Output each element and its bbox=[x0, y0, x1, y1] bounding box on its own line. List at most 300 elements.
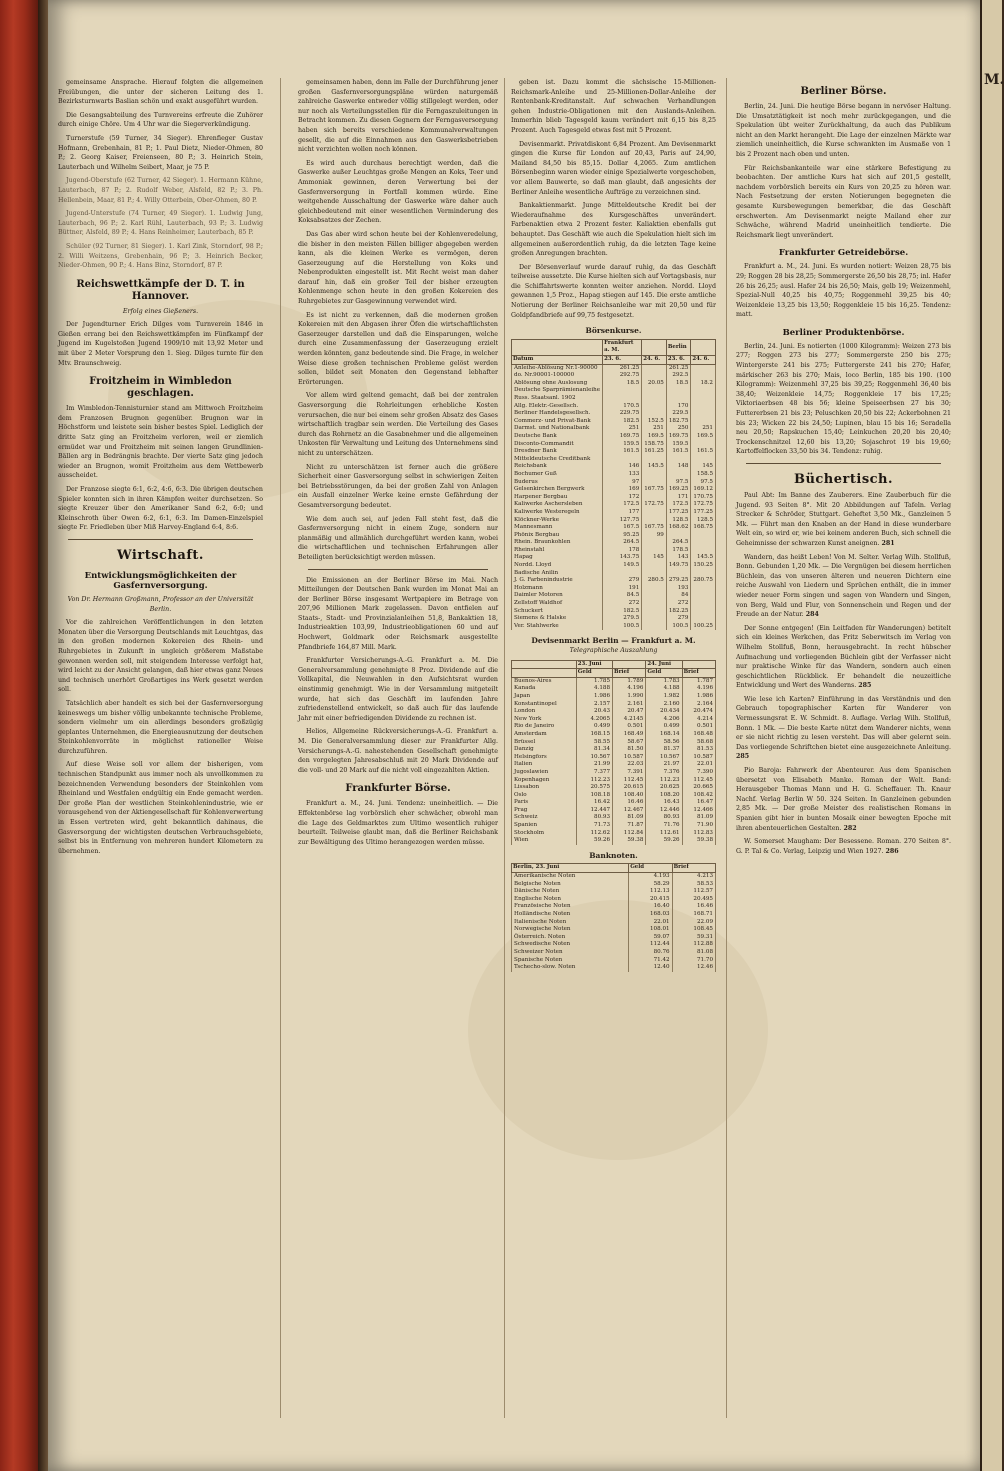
quote-cell: 97.5 bbox=[691, 479, 716, 487]
row-label: Spanien bbox=[512, 822, 577, 830]
quote-cell: 58.56 bbox=[646, 739, 682, 747]
table-row bbox=[512, 471, 716, 479]
quote-cell: 279.25 bbox=[666, 577, 691, 585]
quote-cell bbox=[642, 509, 667, 517]
adjacent-page-fragment: M. bbox=[984, 72, 1004, 88]
quote-cell bbox=[642, 570, 667, 578]
quote-cell: 128.5 bbox=[691, 517, 716, 525]
table-header-cell bbox=[512, 660, 577, 669]
row-label: Wien bbox=[512, 837, 577, 845]
quote-cell: 1.990 bbox=[613, 693, 646, 701]
table-header-cell: Geld bbox=[576, 669, 612, 678]
quote-cell: 81.53 bbox=[682, 746, 715, 754]
review-number: 284 bbox=[805, 611, 819, 619]
quote-cell: 251 bbox=[642, 425, 667, 433]
table-row bbox=[512, 685, 716, 693]
quote-cell: 229.75 bbox=[603, 410, 642, 418]
quote-cell bbox=[642, 364, 667, 372]
quote-cell bbox=[642, 456, 667, 464]
table-row bbox=[512, 677, 716, 685]
book-review bbox=[736, 837, 951, 856]
quote-cell: 159.5 bbox=[666, 441, 691, 449]
quote-cell: 22.01 bbox=[629, 919, 672, 927]
quote-cell: 95.25 bbox=[603, 532, 642, 540]
table-row bbox=[512, 941, 716, 949]
quote-cell: 20.615 bbox=[613, 784, 646, 792]
quote-cell bbox=[642, 517, 667, 525]
row-label: Deutsche Bank bbox=[512, 433, 603, 441]
row-label: Österreich. Noten bbox=[512, 934, 629, 942]
quote-cell: 12.467 bbox=[613, 807, 646, 815]
table-row bbox=[512, 501, 716, 509]
table-row bbox=[512, 448, 716, 456]
headline-getreideboerse: Frankfurter Getreidebörse. bbox=[778, 248, 909, 259]
quote-cell: 261.25 bbox=[666, 364, 691, 372]
paragraph: Schüler (92 Turner, 81 Sieger). 1. Karl Zink, Storndorf, 98 P.; 2. Willi Weitzens, Grebenhain, 96 P.; 3. Heinrich Becker, Nieder-Ohmen, 90 P.; 4. Hans Binz, Storndorf, 87 P. bbox=[58, 242, 263, 270]
quote-cell: 20.665 bbox=[682, 784, 715, 792]
table-row bbox=[512, 562, 716, 570]
quote-cell: 84.5 bbox=[603, 592, 642, 600]
quote-cell bbox=[642, 539, 667, 547]
book-review-text: Wie lese ich Karten? Einführung in das Verständnis und den Gebrauch topographischer Karten für Wanderer von Vermessungsrat E. W. Schmidt. 8. Auflage. Verlag Wilh. Stollfuß, Bonn. 1 Mk. — Die beste Karte nützt dem Wanderer nichts, wenn er sie nicht richtig zu lesen versteht. Das will aber gelernt sein. Das vorliegende Schriftchen bietet eine ausgezeichnete Anleitung. bbox=[736, 695, 951, 751]
quote-cell: 100.5 bbox=[666, 623, 691, 631]
quote-cell: 172.5 bbox=[666, 501, 691, 509]
row-label: Kaliwerke Aschersleben bbox=[512, 501, 603, 509]
headline-reichswettkaempfe: Reichswettkämpfe der D. T. in Hannover. bbox=[76, 278, 245, 302]
quote-cell: 84 bbox=[666, 592, 691, 600]
headline-frankfurter-boerse: Frankfurter Börse. bbox=[345, 783, 451, 795]
quote-cell: 169.5 bbox=[691, 433, 716, 441]
table-header-cell: Brief bbox=[682, 669, 715, 678]
quote-cell: 251 bbox=[603, 425, 642, 433]
section-heading-buechertisch: Büchertisch. bbox=[793, 472, 894, 487]
table-row bbox=[512, 554, 716, 562]
quote-cell: 145.5 bbox=[642, 463, 667, 471]
quote-cell bbox=[691, 532, 716, 540]
quote-cell: 177.25 bbox=[691, 509, 716, 517]
quote-cell: 167.75 bbox=[642, 524, 667, 532]
row-label: Rio de Janeiro bbox=[512, 723, 577, 731]
quote-cell: 16.43 bbox=[646, 799, 682, 807]
quote-cell bbox=[603, 456, 642, 464]
quote-cell: 112.23 bbox=[576, 777, 612, 785]
quote-cell: 251 bbox=[691, 425, 716, 433]
book-review-text: Paul Abt: Im Banne des Zauberers. Eine Zauberbuch für die Jugend. 93 Seiten 8°. Mit 20 Abbildungen auf Tafeln. Verlag Strecker & Schröder, Stuttgart. Geheftet 3,50 Mk., Ganzleinen 5 Mk. — Führt man den Knaben an der Hand in diese wunderbare Welt ein, so wird er, wie bei keinem anderen Buch, sich schnell die Geheimnisse der schwarzen Kunst aneignen. bbox=[736, 492, 951, 547]
quote-cell: 229.5 bbox=[666, 410, 691, 418]
quote-cell: 178.5 bbox=[666, 547, 691, 555]
quote-cell: 20.474 bbox=[682, 708, 715, 716]
book-review bbox=[736, 624, 951, 691]
table-row bbox=[512, 731, 716, 739]
quote-cell: 161.5 bbox=[666, 448, 691, 456]
quote-cell: 161.5 bbox=[691, 448, 716, 456]
quote-cell: 81.50 bbox=[613, 746, 646, 754]
table-row bbox=[512, 911, 716, 919]
quote-cell: 16.46 bbox=[613, 799, 646, 807]
quote-cell: 7.391 bbox=[613, 769, 646, 777]
byline: Von Dr. Hermann Großmann, Professor an der Universität Berlin. bbox=[67, 595, 254, 613]
paragraph: geben ist. Dazu kommt die sächsische 15-Millionen-Reichsmark-Anleihe und 25-Millionen-Dollar-Anleihe der Rentenbank-Kreditanstalt. Auf schwachen Verhandlungen gehen Industrie-Obligationen mit den Auslands-Anleihen. Immerhin blieb Tagesgeld kaum verändert mit 6,15 bis 8,25 Prozent. Auch Tagesgeld etwas fest mit 5 Prozent. bbox=[511, 79, 716, 134]
quote-cell: 128.5 bbox=[666, 517, 691, 525]
table-header-cell: 23. 6. bbox=[603, 356, 642, 365]
section-heading-wirtschaft: Wirtschaft. bbox=[117, 547, 204, 563]
quote-cell: 58.29 bbox=[629, 881, 672, 889]
quote-cell: 97.5 bbox=[666, 479, 691, 487]
quote-cell: 279 bbox=[666, 615, 691, 623]
table-row bbox=[512, 623, 716, 631]
review-number: 286 bbox=[885, 847, 899, 855]
table-row bbox=[512, 425, 716, 433]
quote-cell: 112.13 bbox=[629, 888, 672, 896]
table-row bbox=[512, 716, 716, 724]
quote-cell: 4.196 bbox=[613, 685, 646, 693]
quote-cell bbox=[642, 600, 667, 608]
paragraph: Die Gesangsabteilung des Turnvereins erfreute die Zuhörer durch einige Chöre. Um 4 Uhr war die Siegerverkündigung. bbox=[58, 111, 263, 129]
table-row bbox=[512, 486, 716, 494]
row-label: Zellstoff Waldhof bbox=[512, 600, 603, 608]
quote-cell: 170.75 bbox=[691, 494, 716, 502]
quote-cell: 272 bbox=[666, 600, 691, 608]
quote-cell: 292.75 bbox=[603, 372, 642, 380]
quote-cell bbox=[642, 403, 667, 411]
column-rule bbox=[280, 78, 281, 1418]
book-review-text: Wandern, das heißt Leben! Von M. Selter. Verlag Wilh. Stollfuß, Bonn. Gebunden 1,20 Mk. — Die Vergnügen bei diesem herrlichen Büchlein, das von unseren älteren und neueren Dichtern eine reiche Auswahl von Liedern und Sprüchen enthält, die in immer wieder neuer Form singen und sagen von Wandern und Singen, von Berg, Wald und Flur, von Sonnenschein und Regen und der Freude an der Natur. bbox=[736, 553, 951, 619]
paragraph: Der Franzose siegte 6:1, 6:2, 4:6, 6:3. Die übrigen deutschen Spieler konnten sich in ihren Kämpfen weiter durchsetzen. So siegte Kreuzer über den Amerikaner Sand 6:2, 6:0; und Kleinschroth über Owen 6:2, 6:1, 6:3. Im Damen-Einzelspiel siegte Fr. Friedleben über Miß Harvey-England 6:4, 8:6. bbox=[58, 486, 263, 532]
quote-cell: 172.5 bbox=[603, 501, 642, 509]
paragraph: Das Gas aber wird schon heute bei der Kohlenveredelung, die bisher in den meisten Fällen billiger abgegeben werden kann, als die kleinen Werke es vermögen, deren Gaserzeugung auf die Herstellung von Koks und Nebenprodukten eingestellt ist. Mit Recht weist man daher darauf hin, daß ein großer Teil der bisher erzeugten Kohlenmenge schon heute in den großen Kokereien des Ruhrgebietes zur Gasgewinnung verwendet wird. bbox=[298, 230, 498, 306]
quote-cell: 20.05 bbox=[642, 380, 667, 388]
table-header-cell: Geld bbox=[629, 864, 672, 873]
row-label: Kaliwerke Westeregeln bbox=[512, 509, 603, 517]
news-item-helios: Helios, Allgemeine Rückversicherungs-A.-G. Frankfurt a. M. Die Generalversammlung dieser zur Frankfurter Allg. Versicherungs-A.-G. nahestehenden Gesellschaft genehmigte den vorgelegten Jahresabschluß mit 20 Mark Dividende auf die voll- und 20 Mark auf die nicht voll eingezahlten Aktien. bbox=[298, 728, 498, 774]
quote-cell: 158.75 bbox=[642, 441, 667, 449]
quote-cell bbox=[666, 395, 691, 403]
row-label: Disconto-Commandit bbox=[512, 441, 603, 449]
quote-cell: 4.206 bbox=[646, 716, 682, 724]
quote-cell: 108.18 bbox=[576, 792, 612, 800]
quote-cell: 169.5 bbox=[642, 433, 667, 441]
quote-cell: 12.40 bbox=[629, 964, 672, 972]
row-label: Englische Noten bbox=[512, 896, 629, 904]
quote-cell: 112.57 bbox=[672, 888, 715, 896]
column-4 bbox=[736, 78, 951, 860]
row-label: Rheinstahl bbox=[512, 547, 603, 555]
quote-cell: 169.12 bbox=[691, 486, 716, 494]
quote-cell: 279.5 bbox=[603, 615, 642, 623]
table-row bbox=[512, 761, 716, 769]
quote-cell: 112.23 bbox=[646, 777, 682, 785]
book-review-text: Der Sonne entgegen! (Ein Leitfaden für Wanderungen) betitelt sich ein kleines Werkchen, das Fritz Seberwitsch im Verlag von Wilhelm Stollfuß, Bonn, herausgebracht. In recht hübscher Aufmachung und vorliegenden Büchlein gibt der Verfasser nicht nur praktische Winke für das Wandern, sondern auch einen geschichtlichen Rückblick. Er behandelt die neuzeitliche Entwicklung und Wert des Wanderns. bbox=[736, 624, 951, 690]
row-label: Amsterdam bbox=[512, 731, 577, 739]
quote-cell: 108.40 bbox=[613, 792, 646, 800]
row-label: Bochumer Guß bbox=[512, 471, 603, 479]
row-label: Klöckner-Werke bbox=[512, 517, 603, 525]
paragraph: Tatsächlich aber handelt es sich bei der Gasfernversorgung keineswegs um bisher völlig unbekannte technische Probleme, sondern vielmehr um ein allerdings besonders großzügig geplantes Unternehmen, die Energieausnutzung der deutschen Steinkohlenvorräte in möglichst rationeller Weise durchzuführen. bbox=[58, 699, 263, 755]
table-title-boersenkurse: Börsenkurse. bbox=[585, 326, 642, 336]
quote-cell bbox=[691, 608, 716, 616]
table-row bbox=[512, 539, 716, 547]
quote-cell: 80.76 bbox=[629, 949, 672, 957]
book-binding bbox=[0, 0, 38, 1471]
table-row bbox=[512, 547, 716, 555]
news-item-emissionen: Die Emissionen an der Berliner Börse im Mai. Nach Mitteilungen der Deutschen Bank wurden im Monat Mai an der Berliner Börse insgesamt Wertpapiere im Betrage von 207,96 Millionen Mark zugelassen. Davon entfielen auf Staats-, Stadt- und Provinzialanleihen 51,8, Bankaktien 18, Industrieaktien 103,99, Industrieobligationen 60 und auf Hochwert, Goldmark oder Reichsmark ausgestellte Pfandbriefe 164,87 Mill. Mark. bbox=[298, 576, 498, 651]
quote-cell: 1.789 bbox=[613, 677, 646, 685]
table-header-cell bbox=[512, 669, 577, 678]
table-header-cell: 24. Juni bbox=[646, 660, 682, 669]
quote-cell bbox=[691, 585, 716, 593]
table-row bbox=[512, 873, 716, 881]
quote-cell: 2.164 bbox=[682, 701, 715, 709]
quote-cell: 10.567 bbox=[646, 754, 682, 762]
table-row bbox=[512, 395, 716, 403]
book-review bbox=[736, 491, 951, 549]
quote-cell: 10.567 bbox=[576, 754, 612, 762]
quote-cell bbox=[691, 592, 716, 600]
row-label: Italien bbox=[512, 761, 577, 769]
book-review-text: W. Somerset Maugham: Der Besessene. Roman. 270 Seiten 8°. G. P. Tal & Co. Verlag, Leipzig und Wien 1927. bbox=[736, 838, 951, 855]
quote-cell: 4.2065 bbox=[576, 716, 612, 724]
quote-cell: 4.188 bbox=[576, 685, 612, 693]
quote-cell: 171 bbox=[666, 494, 691, 502]
quote-cell: 191 bbox=[603, 585, 642, 593]
quote-cell: 59.31 bbox=[672, 934, 715, 942]
quote-cell: 161.5 bbox=[603, 448, 642, 456]
table-row bbox=[512, 903, 716, 911]
table-header-cell: 24. 6. bbox=[642, 356, 667, 365]
table-row bbox=[512, 380, 716, 388]
quote-cell: 152.5 bbox=[642, 418, 667, 426]
row-label: Badische Anilin bbox=[512, 570, 603, 578]
quote-cell: 133 bbox=[603, 471, 642, 479]
table-row bbox=[512, 364, 716, 372]
quote-cell: 80.93 bbox=[646, 814, 682, 822]
quote-cell: 0.501 bbox=[613, 723, 646, 731]
row-label: Buderus bbox=[512, 479, 603, 487]
paragraph: gemeinsamen haben, denn im Falle der Durchführung jener großen Gasfernversorgungspläne würden naturgemäß zahlreiche Gaswerke entweder völlig stillgelegt werden, oder nur noch als Verteilungsstellen für die Ferngaszuleitungen in Betracht kommen. Zu diesen Gegnern der Ferngasversorgung haben sich bereits verschiedene Kommunalverwaltungen gesellt, die auf die Einnahmen aus den Gaswerksbetrieben nicht verzichten wollen noch können. bbox=[298, 79, 498, 154]
quote-cell bbox=[642, 585, 667, 593]
paragraph: Frankfurt a. M., 24. Juni. Es wurden notiert: Weizen 28,75 bis 29; Roggen 28 bis 28,25; Sommergerste 26,50 bis 28,75; inl. Hafer 26 bis 26,25; ausl. Hafer 24 bis 26,50; Mais, gelb 19; Weizenmehl, Spezial-Null 40,25 bis 40,75; Roggenmehl 39,25 bis 40; Weizenkleie 13,25 bis 13,50; Roggenkleie 15 bis 16,25. Tendenz: matt. bbox=[736, 263, 951, 319]
quote-cell: 112.83 bbox=[682, 830, 715, 838]
quote-cell: 20.625 bbox=[646, 784, 682, 792]
table-row bbox=[512, 410, 716, 418]
row-label: Rhein. Braunkohlen bbox=[512, 539, 603, 547]
quote-cell: 4.196 bbox=[682, 685, 715, 693]
table-header-cell: Frankfurt a. M. bbox=[603, 339, 642, 355]
table-row bbox=[512, 723, 716, 731]
section-divider bbox=[308, 569, 488, 570]
row-label: Norwegische Noten bbox=[512, 926, 629, 934]
row-label: Phönix Bergbau bbox=[512, 532, 603, 540]
review-number: 281 bbox=[881, 539, 895, 547]
table-row bbox=[512, 577, 716, 585]
row-label: Anleihe-Ablösung Nr.1-90000 bbox=[512, 364, 603, 372]
quote-cell bbox=[642, 623, 667, 631]
row-label: Amerikanische Noten bbox=[512, 873, 629, 881]
row-label: J. G. Farbenindustrie bbox=[512, 577, 603, 585]
quote-cell: 58.53 bbox=[672, 881, 715, 889]
quote-cell bbox=[642, 547, 667, 555]
table-row bbox=[512, 494, 716, 502]
quote-cell: 18.5 bbox=[666, 380, 691, 388]
row-label: Lissabon bbox=[512, 784, 577, 792]
quote-cell: 279 bbox=[603, 577, 642, 585]
quote-cell: 58.55 bbox=[576, 739, 612, 747]
table-header-cell: Brief bbox=[613, 669, 646, 678]
quote-cell: 22.09 bbox=[672, 919, 715, 927]
quote-cell: 112.62 bbox=[576, 830, 612, 838]
quote-cell: 1.783 bbox=[646, 677, 682, 685]
quote-cell: 1.986 bbox=[576, 693, 612, 701]
quote-cell: 148 bbox=[666, 463, 691, 471]
quote-cell: 71.73 bbox=[576, 822, 612, 830]
quote-cell: 143 bbox=[666, 554, 691, 562]
table-row bbox=[512, 517, 716, 525]
quote-cell bbox=[691, 372, 716, 380]
row-label: Oslo bbox=[512, 792, 577, 800]
quote-cell: 81.09 bbox=[613, 814, 646, 822]
table-row bbox=[512, 934, 716, 942]
quote-cell: 4.2145 bbox=[613, 716, 646, 724]
newspaper-page bbox=[48, 0, 980, 1471]
quote-cell bbox=[691, 418, 716, 426]
quote-cell: 272 bbox=[603, 600, 642, 608]
table-row bbox=[512, 769, 716, 777]
quote-cell: 81.09 bbox=[682, 814, 715, 822]
quote-cell: 2.157 bbox=[576, 701, 612, 709]
quote-cell: 182.25 bbox=[666, 608, 691, 616]
quote-cell: 108.01 bbox=[629, 926, 672, 934]
table-row bbox=[512, 896, 716, 904]
quote-cell: 71.70 bbox=[672, 957, 715, 965]
headline-berliner-boerse: Berliner Börse. bbox=[800, 86, 887, 97]
quote-cell: 1.787 bbox=[682, 677, 715, 685]
quote-cell: 149.5 bbox=[603, 562, 642, 570]
row-label: Brüssel bbox=[512, 739, 577, 747]
quote-cell: 108.20 bbox=[646, 792, 682, 800]
row-label: Schwedische Noten bbox=[512, 941, 629, 949]
row-label: Allg. Elektr.-Gesellsch. bbox=[512, 403, 603, 411]
quote-cell: 169.75 bbox=[666, 433, 691, 441]
quote-cell bbox=[603, 395, 642, 403]
table-row bbox=[512, 701, 716, 709]
section-divider bbox=[746, 463, 941, 464]
quote-cell: 22.03 bbox=[613, 761, 646, 769]
row-label: Schuckert bbox=[512, 608, 603, 616]
book-review bbox=[736, 695, 951, 762]
row-label: Schweiz bbox=[512, 814, 577, 822]
quote-cell: 20.575 bbox=[576, 784, 612, 792]
table-row bbox=[512, 814, 716, 822]
quote-cell: 168.71 bbox=[672, 911, 715, 919]
quote-cell: 170 bbox=[666, 403, 691, 411]
row-label: New York bbox=[512, 716, 577, 724]
table-header-cell bbox=[682, 660, 715, 669]
table-header-cell bbox=[642, 339, 667, 355]
table-row bbox=[512, 926, 716, 934]
quote-cell: 20.415 bbox=[629, 896, 672, 904]
quote-cell: 168.15 bbox=[576, 731, 612, 739]
row-label: Holzmann bbox=[512, 585, 603, 593]
quote-cell: 16.47 bbox=[682, 799, 715, 807]
quote-cell: 59.26 bbox=[646, 837, 682, 845]
row-label: Jugoslawien bbox=[512, 769, 577, 777]
row-label: Mitteldeutsche Creditbank bbox=[512, 456, 603, 464]
table-row bbox=[512, 957, 716, 965]
quote-cell: 0.501 bbox=[682, 723, 715, 731]
row-label: Kopenhagen bbox=[512, 777, 577, 785]
quote-cell: 168.49 bbox=[613, 731, 646, 739]
paragraph: Es wird auch durchaus berechtigt werden, daß die Gaswerke außer Leuchtgas große Mengen an Koks, Teer und Ammoniak gewinnen, deren Verwertung bei der Gasfernversorgung in Fortfall kommen würde. Eine weitgehende Ausschaltung der Gaswerke wäre daher auch gleichbedeutend mit einer wesentlichen Verminderung des Koksabsatzes der Zechen. bbox=[298, 159, 498, 225]
quote-cell bbox=[642, 562, 667, 570]
row-label: Daimler Motoren bbox=[512, 592, 603, 600]
quote-cell: 169.25 bbox=[666, 486, 691, 494]
table-header-cell: Brief bbox=[672, 864, 715, 873]
table-row bbox=[512, 837, 716, 845]
row-label: London bbox=[512, 708, 577, 716]
quote-cell: 127.75 bbox=[603, 517, 642, 525]
table-row bbox=[512, 830, 716, 838]
quote-cell: 182.5 bbox=[603, 608, 642, 616]
table-row bbox=[512, 754, 716, 762]
quote-cell: 168.03 bbox=[629, 911, 672, 919]
book-review bbox=[736, 766, 951, 833]
review-number: 285 bbox=[736, 753, 750, 761]
paragraph: Der Jugendturner Erich Dilges vom Turnverein 1846 in Gießen errang bei den Reichswettkämpfen im Fünfkampf der Jugend im Kugelstoßen Jugend 1909/10 mit 13,92 Meter und mit über 2 Meter Vorsprung den 1. Sieg. Dilges turnte für den Mtv. Braunschweig. bbox=[58, 321, 263, 367]
row-label: Spanische Noten bbox=[512, 957, 629, 965]
table-row bbox=[512, 570, 716, 578]
quote-cell bbox=[642, 471, 667, 479]
row-label: Japan bbox=[512, 693, 577, 701]
quote-cell: 4.188 bbox=[646, 685, 682, 693]
quote-cell bbox=[642, 608, 667, 616]
row-label: Darmst. und Nationalbank bbox=[512, 425, 603, 433]
row-label: Französische Noten bbox=[512, 903, 629, 911]
quote-cell: 71.87 bbox=[613, 822, 646, 830]
quote-cell bbox=[691, 403, 716, 411]
column-3 bbox=[511, 78, 716, 975]
table-row bbox=[512, 592, 716, 600]
table-row bbox=[512, 403, 716, 411]
paragraph: Berlin, 24. Juni. Die heutige Börse begann in nervöser Haltung. Die Umsatztätigkeit ist noch mehr zurückgegangen, und die Spekulation übt weiter Zurückhaltung, da auch das Publikum nicht an den Markt herangeht. Die Lage der einzelnen Märkte war ziemlich uneinheitlich, die Kurse schwankten im Ausmaße von 1 bis 2 Prozent nach oben und unten. bbox=[736, 103, 951, 158]
table-header-cell: Geld bbox=[646, 669, 682, 678]
quote-cell: 20.495 bbox=[672, 896, 715, 904]
quote-cell: 81.34 bbox=[576, 746, 612, 754]
table-row bbox=[512, 532, 716, 540]
row-label: Paris bbox=[512, 799, 577, 807]
quote-cell: 250 bbox=[666, 425, 691, 433]
quote-cell: 59.38 bbox=[613, 837, 646, 845]
quote-cell: 59.26 bbox=[576, 837, 612, 845]
quote-cell bbox=[642, 387, 667, 395]
paragraph: Jugend-Oberstufe (62 Turner, 42 Sieger). 1. Hermann Kühne, Lauterbach, 87 P.; 2. Rudolf Weber, Alsfeld, 82 P.; 3. Ph. Hellenbein, Maar, 81 P.; 4. Willy Otterbein, Ober-Ohmen, 80 P. bbox=[58, 177, 263, 204]
row-label: Prag bbox=[512, 807, 577, 815]
news-item-versicherung: Frankfurter Versicherungs-A.-G. Frankfurt a. M. Die Generalversammlung genehmigte 8 Proz. Dividende auf die Vollkapital, die Neuwahlen in den Aufsichtsrat wurden einstimmig genehmigt. Wie in der Versammlung mitgeteilt wurde, hat sich das Geschäft im laufenden Jahre zufriedenstellend entwickelt, so daß auch für das laufende Jahr mit einer befriedigenden Dividende zu rechnen ist. bbox=[298, 657, 498, 722]
table-row bbox=[512, 441, 716, 449]
table-row bbox=[512, 807, 716, 815]
quote-cell: 20.47 bbox=[613, 708, 646, 716]
quote-cell: 71.76 bbox=[646, 822, 682, 830]
quote-cell: 80.93 bbox=[576, 814, 612, 822]
row-label: Kanada bbox=[512, 685, 577, 693]
table-title-devisen: Devisenmarkt Berlin — Frankfurt a. M. bbox=[531, 636, 696, 646]
quote-cell: 167.75 bbox=[642, 486, 667, 494]
paragraph: gemeinsame Ansprache. Hierauf folgten die allgemeinen Freiübungen, die unter der sicheren Leitung des 1. Bezirksturnwarts Baslian schön und exakt ausgeführt wurden. bbox=[58, 79, 263, 106]
paragraph: Der Börsenverlauf wurde darauf ruhig, da das Geschäft teilweise aussetzte. Die Kurse hielten sich auf Vortagsbasis, nur die Schiffahrtswerte konnten weiter anziehen. Nordd. Lloyd gewannen 1,5 Proz., Hapag stiegen auf 145. Die erste amtliche Notierung der Berliner Reichsanleihe war mit 20,50 und für Goldpfandbriefe auf 99,75 festgesetzt. bbox=[511, 263, 716, 319]
quote-cell: 168.14 bbox=[646, 731, 682, 739]
row-label: Belgische Noten bbox=[512, 881, 629, 889]
quote-cell: 112.45 bbox=[682, 777, 715, 785]
row-label: Tschecho-slow. Noten bbox=[512, 964, 629, 972]
